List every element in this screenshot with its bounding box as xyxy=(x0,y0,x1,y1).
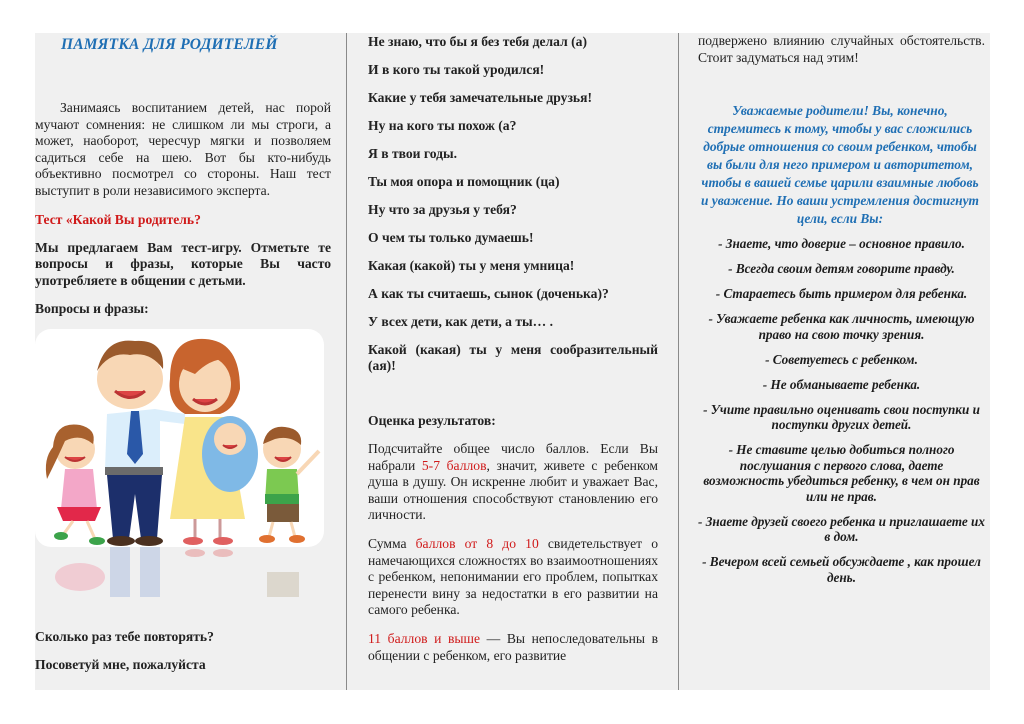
result-continuation: подвержено влиянию случайных обстоятельств. Стоит задуматься над этим! xyxy=(698,33,985,65)
intro-paragraph: Занимаясь воспитанием детей, нас порой мучают сомнения: не слишком ли мы строги, а может, наоборот, чересчур мягки и позволяем садиться себе на шею. Вот бы кто-нибудь объективно посмотрел со стороны. Наш тест выступит в роли независимого эксперта. xyxy=(35,100,331,198)
tip-item: - Уважаете ребенка как личность, имеющую право на свою точку зрения. xyxy=(708,311,975,342)
phrase-item: Не знаю, что бы я без тебя делал (а) xyxy=(368,34,587,49)
phrase-item: Ты моя опора и помощник (ца) xyxy=(368,173,560,189)
score-range-highlight: 11 баллов и выше xyxy=(368,630,481,646)
phrase-item: Какие у тебя замечательные друзья! xyxy=(368,89,593,105)
column-left xyxy=(35,33,346,690)
tip-item: - Знаете друзей своего ребенка и приглашаете их в дом. xyxy=(698,513,985,545)
score-range-highlight: 5-7 баллов xyxy=(421,457,487,473)
brochure-sheet xyxy=(35,33,990,690)
phrase-item: Я в твои годы. xyxy=(368,145,458,161)
family-image-icon xyxy=(35,329,324,547)
phrase-item: Какой (какая) ты у меня сообразительный (ая)! xyxy=(368,341,658,374)
tip-item: - Вечером всей семьей обсуждаете , как прошел день. xyxy=(702,554,981,585)
tips-list xyxy=(698,236,985,585)
tip-item: - Всегда своим детям говорите правду. xyxy=(728,261,955,277)
parents-message: Уважаемые родители! Вы, конечно, стремитесь к тому, чтобы у вас сложились добрые отношения со своим ребенком, чтобы вы были для него примером и авторитетом, чтобы в вашей семье царили взаимные любовь и уважение. Но ваши устремления достигнут цели, если Вы: xyxy=(701,103,979,227)
phrase-item: И в кого ты такой уродился! xyxy=(368,61,545,77)
family-illustration xyxy=(35,329,324,547)
phrase-item: А как ты считаешь, сынок (доченька)? xyxy=(368,285,609,301)
tip-item: - Не обманываете ребенка. xyxy=(762,376,921,392)
result-11-plus xyxy=(368,631,658,664)
page-title: ПАМЯТКА ДЛЯ РОДИТЕЛЕЙ xyxy=(61,36,278,53)
phrase-item: Ну на кого ты похож (а? xyxy=(368,117,517,133)
result-text: — Вы непоследовательны в общении с ребенком, его развитие xyxy=(368,630,659,663)
result-text: Подсчитайте общее число баллов. Если Вы набрали xyxy=(368,441,658,473)
result-5-7 xyxy=(368,441,658,524)
tip-item: - Советуетесь с ребенком. xyxy=(765,351,918,367)
test-offer: Мы предлагаем Вам тест-игру. Отметьте те вопросы и фразы, которые Вы часто употребляете в общении с детьми. xyxy=(35,239,331,288)
test-title: Тест «Какой Вы родитель? xyxy=(35,211,201,227)
result-8-10 xyxy=(368,536,658,619)
phrase-item: Посоветуй мне, пожалуйста xyxy=(35,657,206,672)
result-text: Сумма xyxy=(368,535,416,551)
phrase-item: О чем ты только думаешь! xyxy=(368,229,534,245)
result-text: , значит, живете с ребенком душа в душу. Он искренне любит и уважает Вас, ваши отношения способствуют становлению его личности. xyxy=(368,457,658,523)
results-heading: Оценка результатов: xyxy=(368,413,496,429)
phrase-item: Сколько раз тебе повторять? xyxy=(35,629,214,644)
tip-item: - Знаете, что доверие – основное правило. xyxy=(718,236,965,252)
column-middle xyxy=(347,33,678,690)
tip-item: - Не ставите целью добиться полного послушания с первого слова, даете возможность убедиться ребенку, в чем он прав или не прав. xyxy=(703,442,980,504)
tip-item: - Учите правильно оценивать свои поступки и поступки других детей. xyxy=(703,401,980,433)
phrase-item: Какая (какой) ты у меня умница! xyxy=(368,257,575,273)
result-text: свидетельствует о намечающихся сложностях во взаимоотношениях с ребенком, непонимании его проблем, попытках перенести вину за недостатки в его развитии на самого ребенка. xyxy=(368,535,658,618)
score-range-highlight: баллов от 8 до 10 xyxy=(415,535,539,551)
tip-item: - Стараетесь быть примером для ребенка. xyxy=(715,286,968,302)
phrase-item: Ну что за друзья у тебя? xyxy=(368,201,517,217)
column-right xyxy=(679,33,990,690)
illustration-reflection xyxy=(35,547,324,607)
phrase-item: У всех дети, как дети, а ты… . xyxy=(368,313,554,329)
questions-heading: Вопросы и фразы: xyxy=(35,301,149,317)
phrase-list xyxy=(368,34,658,375)
